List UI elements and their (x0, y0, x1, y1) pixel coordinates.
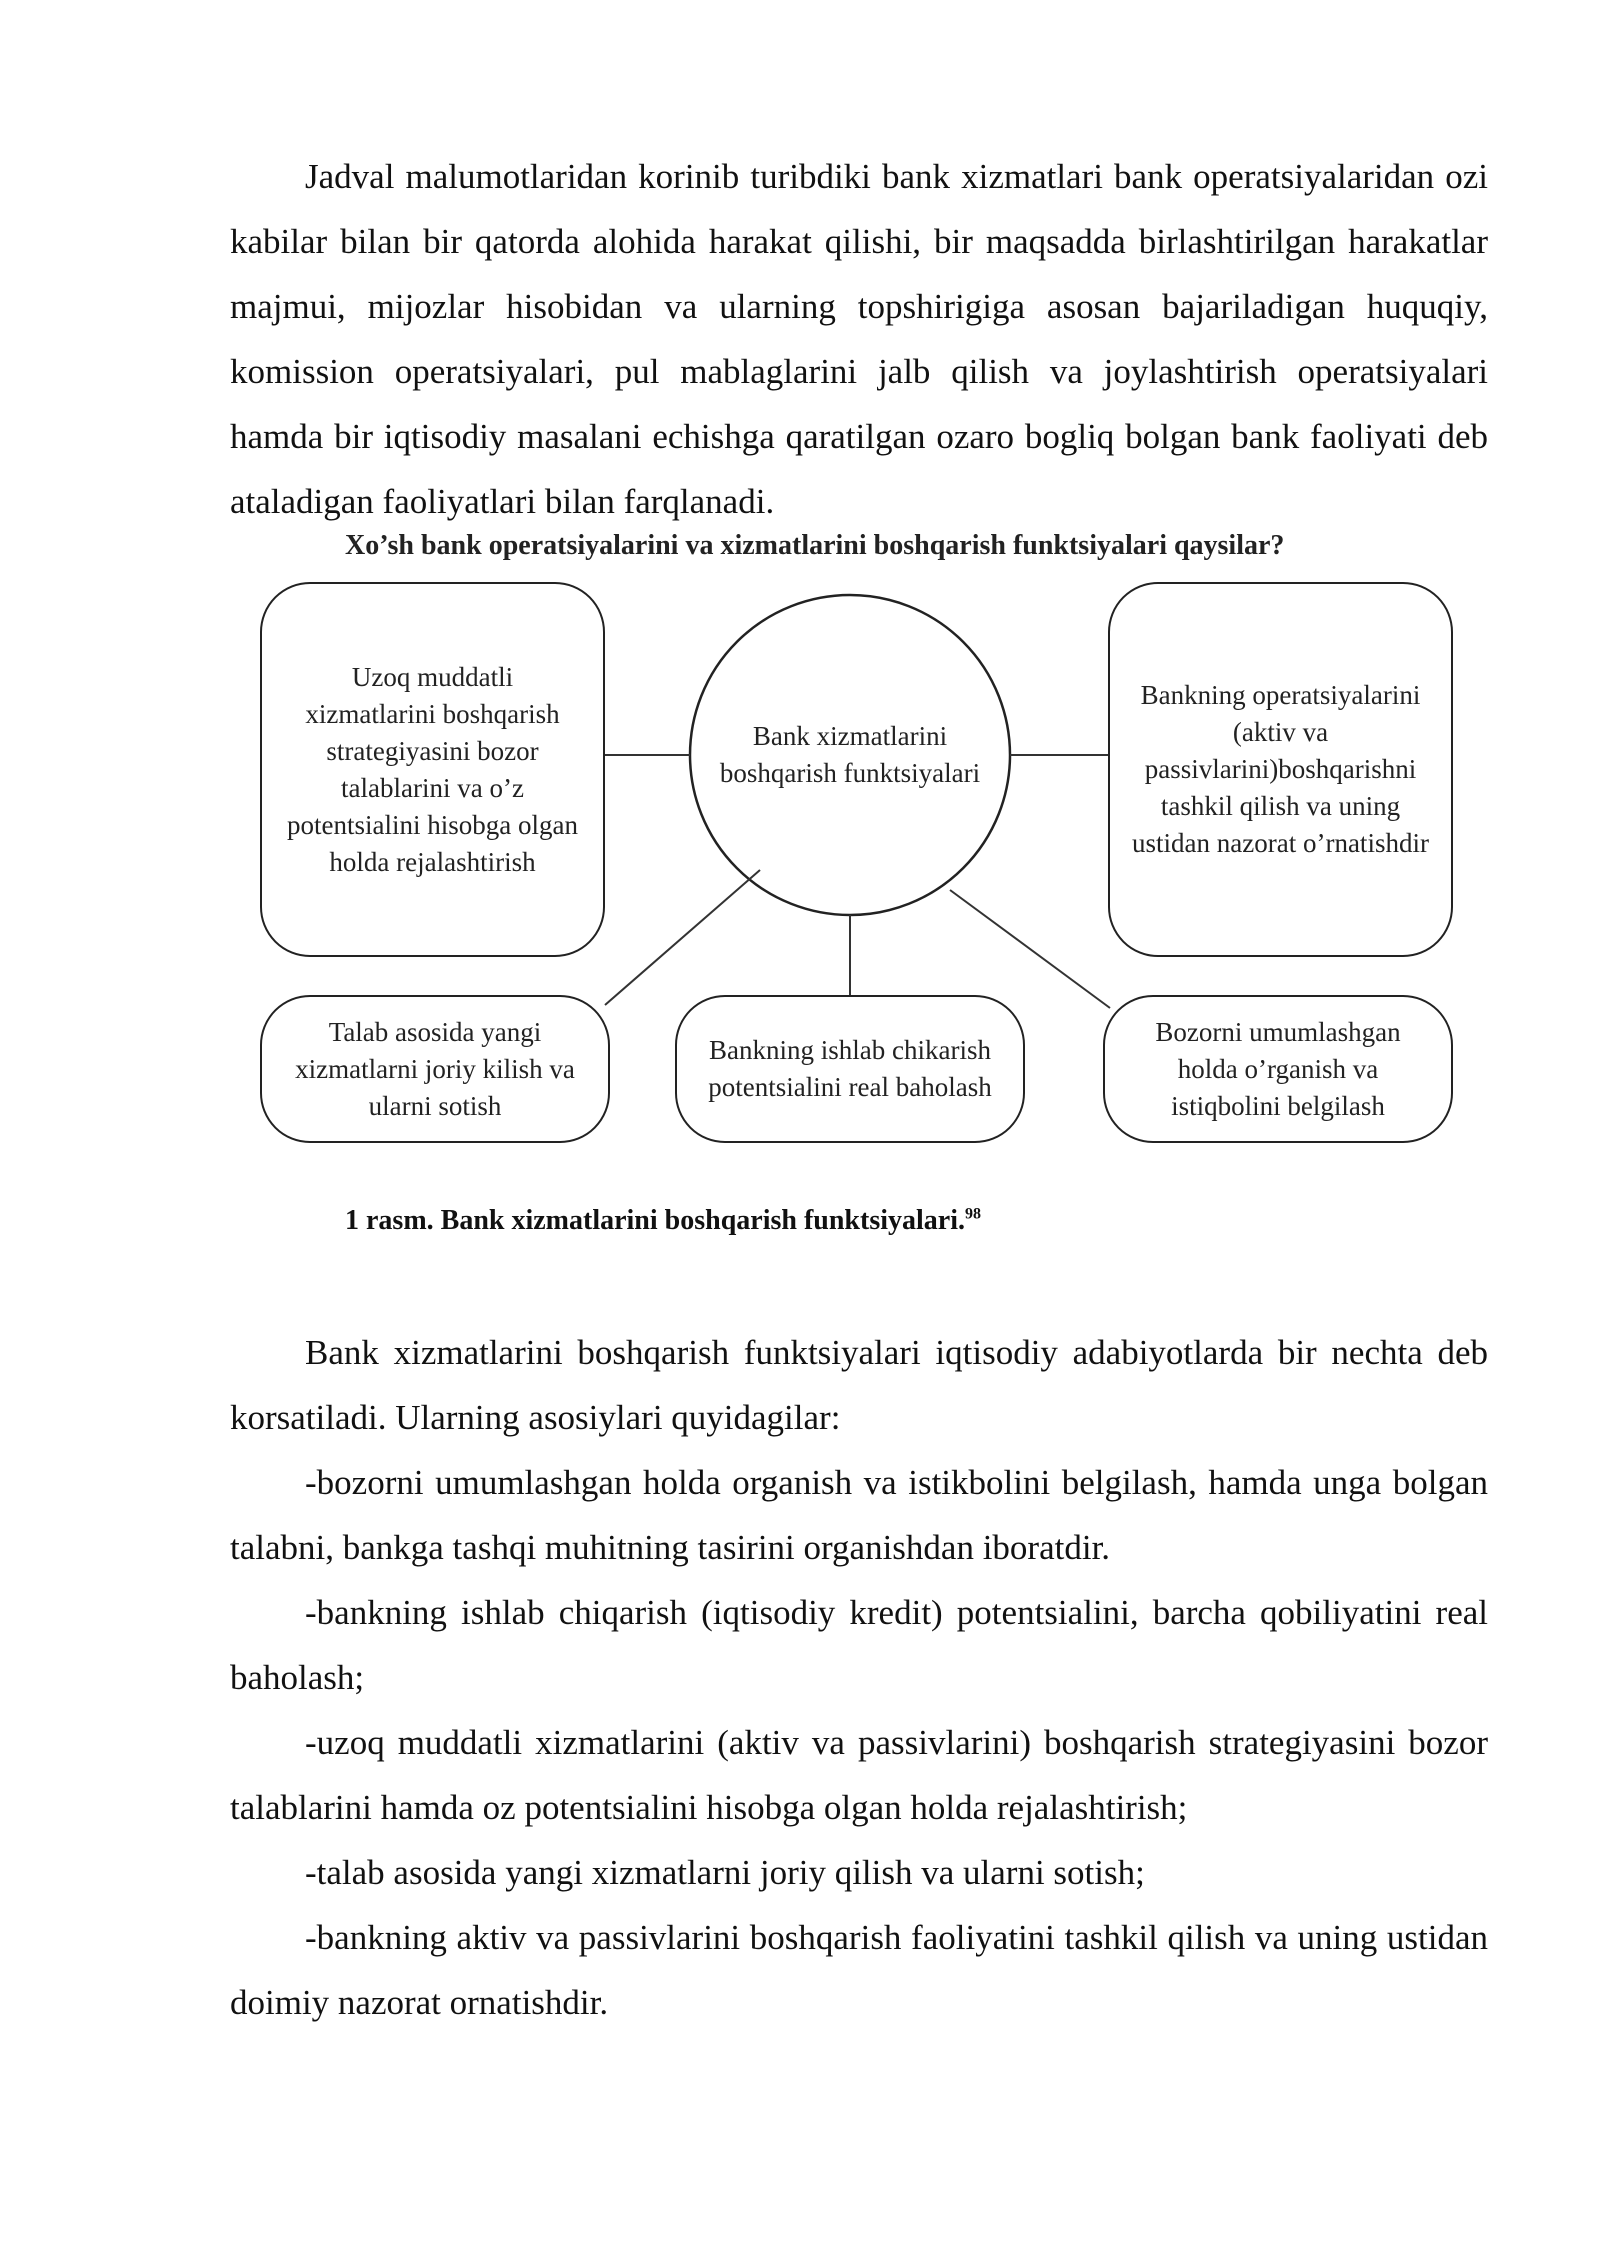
center-label: Bank xizmatlarini boshqarish funktsiyalari (719, 721, 981, 788)
caption-text: 1 rasm. Bank xizmatlarini boshqarish funktsiyalari. (345, 1205, 965, 1236)
connector-bottom-right (950, 890, 1110, 1008)
diagram-title: Xo’sh bank operatsiyalarini va xizmatlarini boshqarish funktsiyalari qaysilar? (345, 530, 1285, 561)
functions-diagram (250, 530, 1470, 1250)
box-market-study: Bozorni umumlashgan holda o’rganish va istiqbolini belgilash (1103, 995, 1453, 1143)
box-production-potential: Bankning ishlab chikarish potentsialini real baholash (675, 995, 1025, 1143)
connector-bottom-left (605, 870, 760, 1005)
list-item: -uzoq muddatli xizmatlarini (aktiv va passivlarini) boshqarish strategiyasini bozor talablarini hamda oz potentsialini hisobga olgan holda rejalashtirish; (230, 1723, 1488, 1827)
body-paragraph: Bank xizmatlarini boshqarish funktsiyalari iqtisodiy adabiyotlarda bir nechta deb korsatiladi. Ularning asosiylari quyidagilar: (230, 1333, 1488, 1437)
intro-paragraph: Jadval malumotlaridan korinib turibdiki bank xizmatlari bank operatsiyalaridan ozi kabilar bilan bir qatorda alohida harakat qilishi, bir maqsadda birlashtirilgan harakatlar majmui, mijozlar hisobidan va ularning topshirigiga asosan bajariladigan huquqiy, komission operatsiyalari, pul mablaglarini jalb qilish va joylashtirish operatsiyalari hamda bir iqtisodiy masalani echishga qaratilgan ozaro bogliq bolgan bank faoliyati deb ataladigan faoliyatlari bilan farqlanadi. (230, 157, 1488, 521)
list-item: -talab asosida yangi xizmatlarni joriy qilish va ularni sotish; (305, 1853, 1145, 1892)
figure-caption (345, 1205, 981, 1237)
box-new-services: Talab asosida yangi xizmatlarni joriy kilish va ularni sotish (260, 995, 610, 1143)
list-item: -bankning aktiv va passivlarini boshqarish faoliyatini tashkil qilish va uning ustidan doimiy nazorat ornatishdir. (230, 1918, 1488, 2022)
list-item: -bozorni umumlashgan holda organish va istikbolini belgilash, hamda unga bolgan talabni, bankga tashqi muhitning tasirini organishdan iboratdir. (230, 1463, 1488, 1567)
footnote-mark: 98 (964, 1205, 981, 1223)
box-long-term-strategy: Uzoq muddatli xizmatlarini boshqarish strategiyasini bozor talablarini va o’z potentsialini hisobga olgan holda rejalashtirish (260, 582, 605, 957)
box-operations-control: Bankning operatsiyalarini (aktiv va passivlarini)boshqarishni tashkil qilish va uning ustidan nazorat o’rnatishdir (1108, 582, 1453, 957)
functions-list (230, 1450, 1488, 2035)
list-item: -bankning ishlab chiqarish (iqtisodiy kredit) potentsialini, barcha qobiliyatini real baholash; (230, 1593, 1488, 1697)
